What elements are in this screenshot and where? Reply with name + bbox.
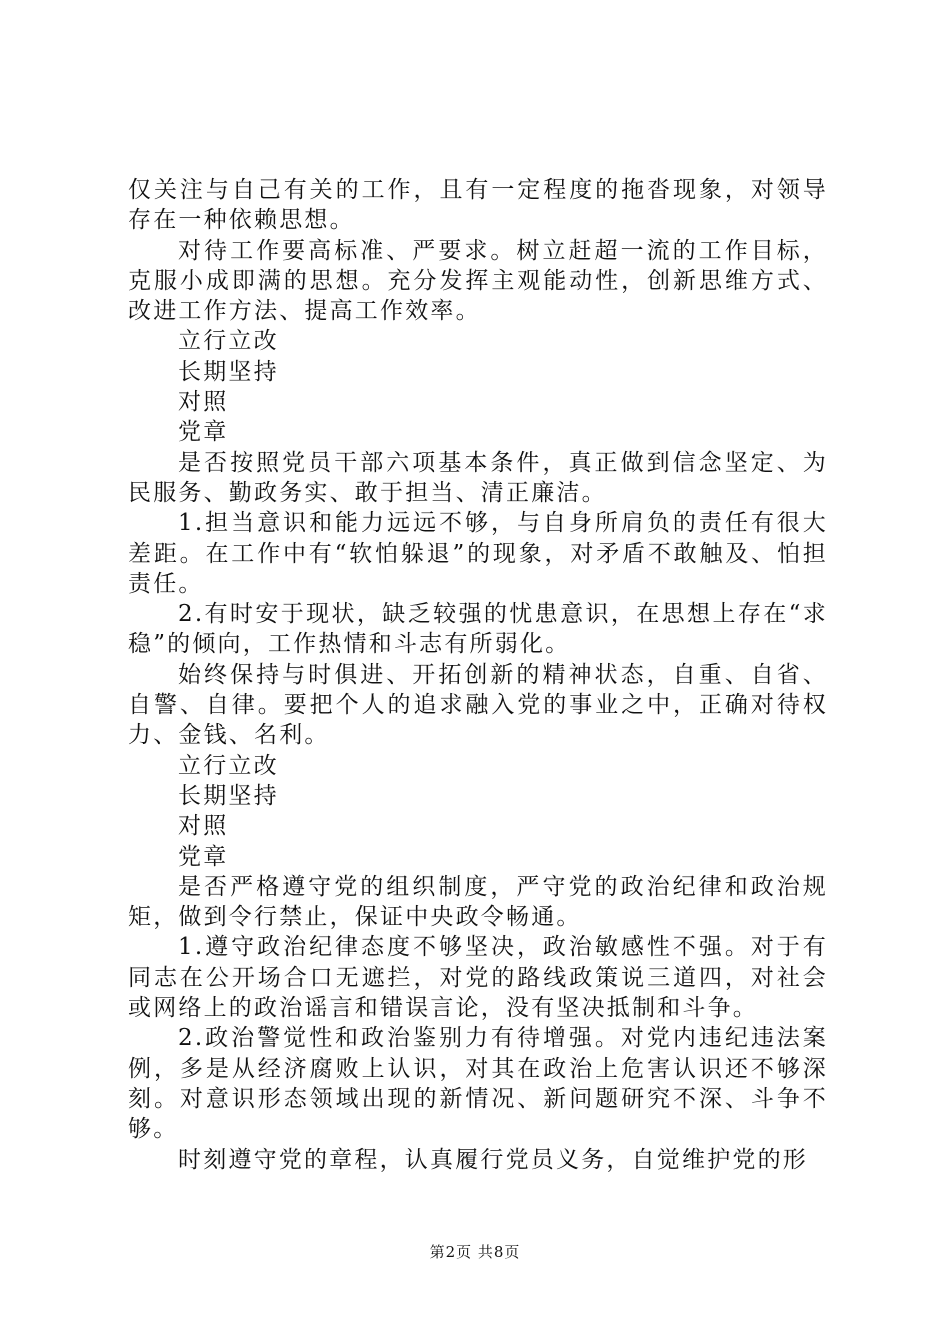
paragraph: 2.有时安于现状，缺乏较强的忧患意识，在思想上存在“求稳”的倾向，工作热情和斗志有所弱化。 [128, 601, 828, 658]
paragraph: 是否按照党员干部六项基本条件，真正做到信念坚定、为民服务、勤政务实、敢于担当、清正廉洁。 [128, 449, 828, 506]
paragraph: 始终保持与时俱进、开拓创新的精神状态，自重、自省、自警、自律。要把个人的追求融入党的事业之中，正确对待权力、金钱、名利。 [128, 661, 828, 749]
paragraph: 立行立改 [178, 328, 279, 355]
paragraph: 长期坚持 [178, 358, 279, 385]
paragraph: 党章 [178, 843, 229, 870]
paragraph: 2.政治警觉性和政治鉴别力有待增强。对党内违纪违法案例，多是从经济腐败上认识，对其在政治上危害认识还不够深刻。对意识形态领域出现的新情况、新问题研究不深、斗争不够。 [128, 1025, 828, 1143]
paragraph: 长期坚持 [178, 782, 279, 809]
paragraph: 时刻遵守党的章程，认真履行党员义务，自觉维护党的形 [178, 1146, 808, 1173]
paragraph: 对照 [178, 389, 229, 416]
paragraph: 对待工作要高标准、严要求。树立赶超一流的工作目标，克服小成即满的思想。充分发挥主观能动性，创新思维方式、改进工作方法、提高工作效率。 [128, 237, 828, 325]
document-body [128, 175, 828, 1175]
paragraph: 党章 [178, 419, 229, 446]
paragraph: 立行立改 [178, 752, 279, 779]
paragraph: 1.遵守政治纪律态度不够坚决，政治敏感性不强。对于有同志在公开场合口无遮拦，对党的路线政策说三道四，对社会或网络上的政治谣言和错误言论，没有坚决抵制和斗争。 [128, 934, 828, 1022]
paragraph: 仅关注与自己有关的工作，且有一定程度的拖沓现象，对领导存在一种依赖思想。 [128, 177, 828, 234]
paragraph: 1.担当意识和能力远远不够，与自身所肩负的责任有很大差距。在工作中有“软怕躲退”的现象，对矛盾不敢触及、怕担责任。 [128, 510, 828, 597]
page-footer: 第2页 共8页 [429, 1243, 521, 1261]
paragraph: 是否严格遵守党的组织制度，严守党的政治纪律和政治规矩，做到令行禁止，保证中央政令畅通。 [128, 873, 828, 931]
paragraph: 对照 [178, 813, 229, 840]
